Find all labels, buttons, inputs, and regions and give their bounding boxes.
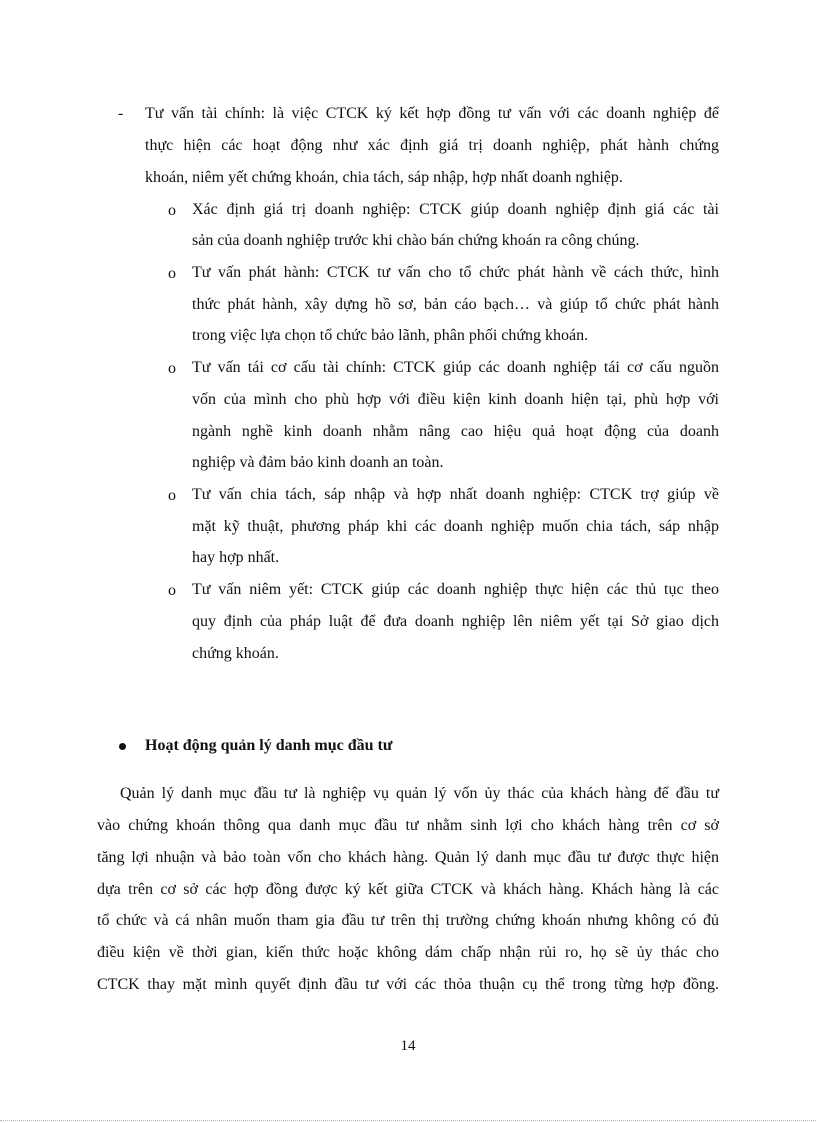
- sub-item-marker: o: [168, 487, 176, 504]
- sub-item-3-line-3: ngành nghề kinh doanh nhằm nâng cao hiệu quả hoạt động của doanh: [192, 423, 719, 440]
- section-heading: Hoạt động quản lý danh mục đầu tư: [145, 737, 393, 754]
- sub-item-3-line-4: nghiệp và đảm bảo kinh doanh an toàn.: [192, 454, 444, 471]
- intro-line-2: thực hiện các hoạt động như xác định giá trị doanh nghiệp, phát hành chứng: [145, 137, 719, 154]
- sub-item-4-line-3: hay hợp nhất.: [192, 549, 280, 566]
- sub-item-5-line-3: chứng khoán.: [192, 645, 279, 662]
- sub-item-marker: o: [168, 360, 176, 377]
- sub-item-1-line-1: Xác định giá trị doanh nghiệp: CTCK giúp doanh nghiệp định giá các tài: [192, 201, 719, 218]
- sub-item-2-line-3: trong việc lựa chọn tổ chức bảo lãnh, phân phối chứng khoán.: [192, 327, 589, 344]
- sub-item-3-line-1: Tư vấn tái cơ cấu tài chính: CTCK giúp các doanh nghiệp tái cơ cấu nguồn: [192, 359, 719, 376]
- sub-item-5-line-2: quy định của pháp luật để đưa doanh nghiệp lên niêm yết tại Sở giao dịch: [192, 613, 719, 630]
- dash-marker: -: [118, 105, 124, 122]
- paragraph-line-5: tổ chức và cá nhân muốn tham gia đầu tư trên thị trường chứng khoán nhưng không có đủ: [97, 912, 719, 929]
- sub-item-2-line-2: thức phát hành, xây dựng hồ sơ, bản cáo bạch… và giúp tổ chức phát hành: [192, 296, 719, 313]
- sub-item-4-line-2: mặt kỹ thuật, phương pháp khi các doanh nghiệp muốn chia tách, sáp nhập: [192, 518, 719, 535]
- paragraph-line-7: CTCK thay mặt mình quyết định đầu tư với các thỏa thuận cụ thể trong từng hợp đồng.: [97, 976, 719, 993]
- paragraph-line-1: Quản lý danh mục đầu tư là nghiệp vụ quản lý vốn ủy thác của khách hàng để đầu tư: [120, 785, 719, 802]
- sub-item-2-line-1: Tư vấn phát hành: CTCK tư vấn cho tổ chức phát hành về cách thức, hình: [192, 264, 719, 281]
- paragraph-line-3: tăng lợi nhuận và bảo toàn vốn cho khách hàng. Quản lý danh mục đầu tư được thực hiện: [97, 849, 719, 866]
- sub-item-3-line-2: vốn của mình cho phù hợp với điều kiện kinh doanh hiện tại, phù hợp với: [192, 391, 719, 408]
- sub-item-1-line-2: sản của doanh nghiệp trước khi chào bán chứng khoán ra công chúng.: [192, 232, 640, 249]
- sub-item-4-line-1: Tư vấn chia tách, sáp nhập và hợp nhất doanh nghiệp: CTCK trợ giúp về: [192, 486, 719, 503]
- sub-item-marker: o: [168, 265, 176, 282]
- paragraph-line-4: dựa trên cơ sở các hợp đồng được ký kết giữa CTCK và khách hàng. Khách hàng là các: [97, 881, 719, 898]
- paragraph-line-2: vào chứng khoán thông qua danh mục đầu tư nhằm sinh lợi cho khách hàng trên cơ sở: [97, 817, 719, 834]
- sub-item-5-line-1: Tư vấn niêm yết: CTCK giúp các doanh nghiệp thực hiện các thủ tục theo: [192, 581, 719, 598]
- intro-line-3: khoán, niêm yết chứng khoán, chia tách, sáp nhập, hợp nhất doanh nghiệp.: [145, 169, 623, 186]
- sub-item-marker: o: [168, 582, 176, 599]
- page-number: 14: [400, 1038, 416, 1054]
- heading-bullet-icon: [119, 743, 126, 750]
- intro-line-1: Tư vấn tài chính: là việc CTCK ký kết hợp đồng tư vấn với các doanh nghiệp để: [145, 105, 719, 122]
- page-bottom-divider: [0, 1120, 816, 1121]
- sub-item-marker: o: [168, 202, 176, 219]
- paragraph-line-6: điều kiện về thời gian, kiến thức hoặc không dám chấp nhận rủi ro, họ sẽ ủy thác cho: [97, 944, 719, 961]
